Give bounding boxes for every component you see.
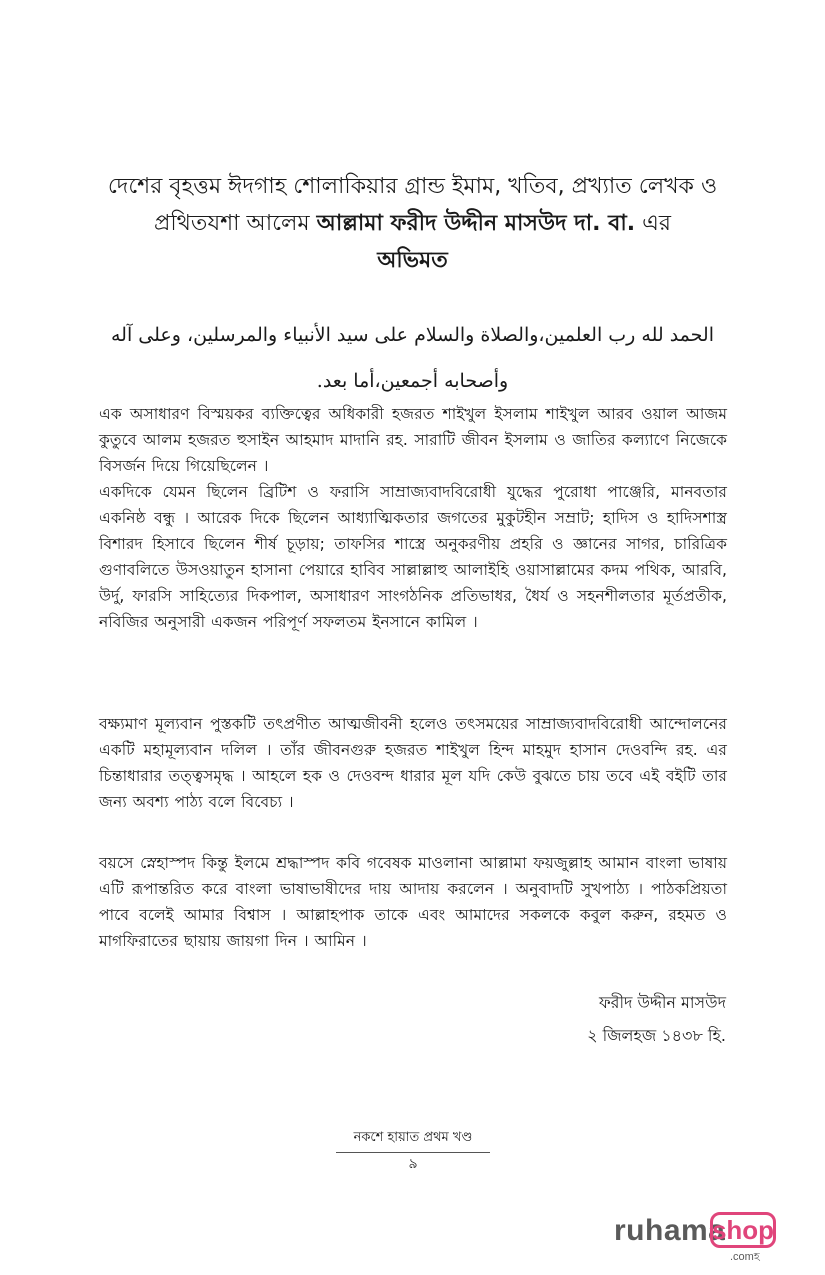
ruhamashop-logo: [614, 1212, 784, 1264]
logo-shop-text: shop: [711, 1215, 775, 1245]
arabic-invocation: [100, 312, 725, 404]
paragraph-1a: এক অসাধারণ বিস্ময়কর ব্যক্তিত্বের অধিকারী হজরত শাইখুল ইসলাম শাইখুল আরব ওয়াল আজম কুতুবে আলম হজরত হুসাইন আহমাদ মাদানি রহ. সারাটি জীবন ইসলাম ও জাতির কল্যাণে নিজেকে বিসর্জন দিয়ে গিয়েছিলেন ।: [99, 405, 727, 475]
title-line-2-prefix: প্রথিতযশা আলেম: [153, 211, 317, 236]
title-line-1: দেশের বৃহত্তম ঈদগাহ শোলাকিয়ার গ্রান্ড ইমাম, খতিব, প্রখ্যাত লেখক ও: [107, 174, 718, 199]
title-line-3: অভিমত: [377, 248, 448, 273]
arabic-line-2: وأصحابه أجمعين،أما بعد.: [316, 370, 509, 392]
signature-block: [587, 986, 726, 1052]
paragraph-2: [99, 711, 727, 815]
signature-name: ফরীদ উদ্দীন মাসউদ: [598, 993, 726, 1012]
arabic-line-1: الحمد لله رب العلمين،والصلاة والسلام على سيد الأنبياء والمرسلين، وعلى آله: [111, 324, 714, 346]
paragraph-1: [99, 401, 727, 635]
page-number: ৯: [408, 1156, 418, 1172]
logo-com-text: .comহ: [730, 1251, 760, 1263]
paragraph-3-text: বয়সে স্নেহাস্পদ কিন্তু ইলমে শ্রদ্ধাস্পদ কবি গবেষক মাওলানা আল্লামা ফয়জুল্লাহ আমান বাংলা ভাষায় এটি রূপান্তরিত করে বাংলা ভাষাভাষীদের দায় আদায় করলেন । অনুবাদটি সুখপাঠ্য । পাঠকপ্রিয়তা পাবে বলেই আমার বিশ্বাস । আল্লাহপাক তাকে এবং আমাদের সকলকে কবুল করুন, রহমত ও মাগফিরাতের ছায়ায় জায়গা দিন । আমিন ।: [99, 854, 727, 950]
paragraph-1b: একদিকে যেমন ছিলেন ব্রিটিশ ও ফরাসি সাম্রাজ্যবাদবিরোধী যুদ্ধের পুরোধা পাঞ্জেরি, মানবতার একনিষ্ঠ বন্ধু । আরেক দিকে ছিলেন আধ্যাত্মিকতার জগতের মুকুটহীন সম্রাট; হাদিস ও হাদিসশাস্ত্র বিশারদ হিসাবে ছিলেন শীর্ষ চূড়ায়; তাফসির শাস্ত্রে অনুকরণীয় প্রহরি ও জ্ঞানের সাগর, চারিত্রিক গুণাবলিতে উসওয়াতুন হাসানা পেয়ারে হাবিব সাল্লাল্লাহু আলাইহি ওয়াসাল্লামের কদম পথিক, আরবি, উর্দু, ফারসি সাহিত্যের দিকপাল, অসাধারণ সাংগঠনিক প্রতিভাধর, ধৈর্য ও সহনশীলতার মূর্তপ্রতীক, নবিজির অনুসারী একজন পরিপূর্ণ সফলতম ইনসানে কামিল ।: [99, 483, 727, 631]
page-title: [80, 168, 745, 279]
footer-book-title: নকশে হায়াত প্রথম খণ্ড: [336, 1128, 490, 1153]
logo-ruhama-text: ruhama: [614, 1214, 726, 1247]
paragraph-2-text: বক্ষ্যমাণ মূল্যবান পুস্তকটি তৎপ্রণীত আত্মজীবনী হলেও তৎসময়ের সাম্রাজ্যবাদবিরোধী আন্দোলনের একটি মহামূল্যবান দলিল । তাঁর জীবনগুরু হজরত শাইখুল হিন্দ মাহমুদ হাসান দেওবন্দি রহ. এর চিন্তাধারার তত্ত্বসমৃদ্ধ । আহলে হক ও দেওবন্দ ধারার মূল যদি কেউ বুঝতে চায় তবে এই বইটি তার জন্য অবশ্য পাঠ্য বলে বিবেচ্য ।: [99, 715, 727, 811]
title-line-2: [80, 205, 745, 242]
title-line-2-suffix: এর: [635, 211, 672, 236]
author-name-title: আল্লামা ফরীদ উদ্দীন মাসউদ দা. বা.: [316, 211, 636, 236]
signature-date: ২ জিলহজ ১৪৩৮ হি.: [587, 1026, 726, 1045]
logo-shop-box: [710, 1212, 776, 1248]
paragraph-3: [99, 850, 727, 954]
